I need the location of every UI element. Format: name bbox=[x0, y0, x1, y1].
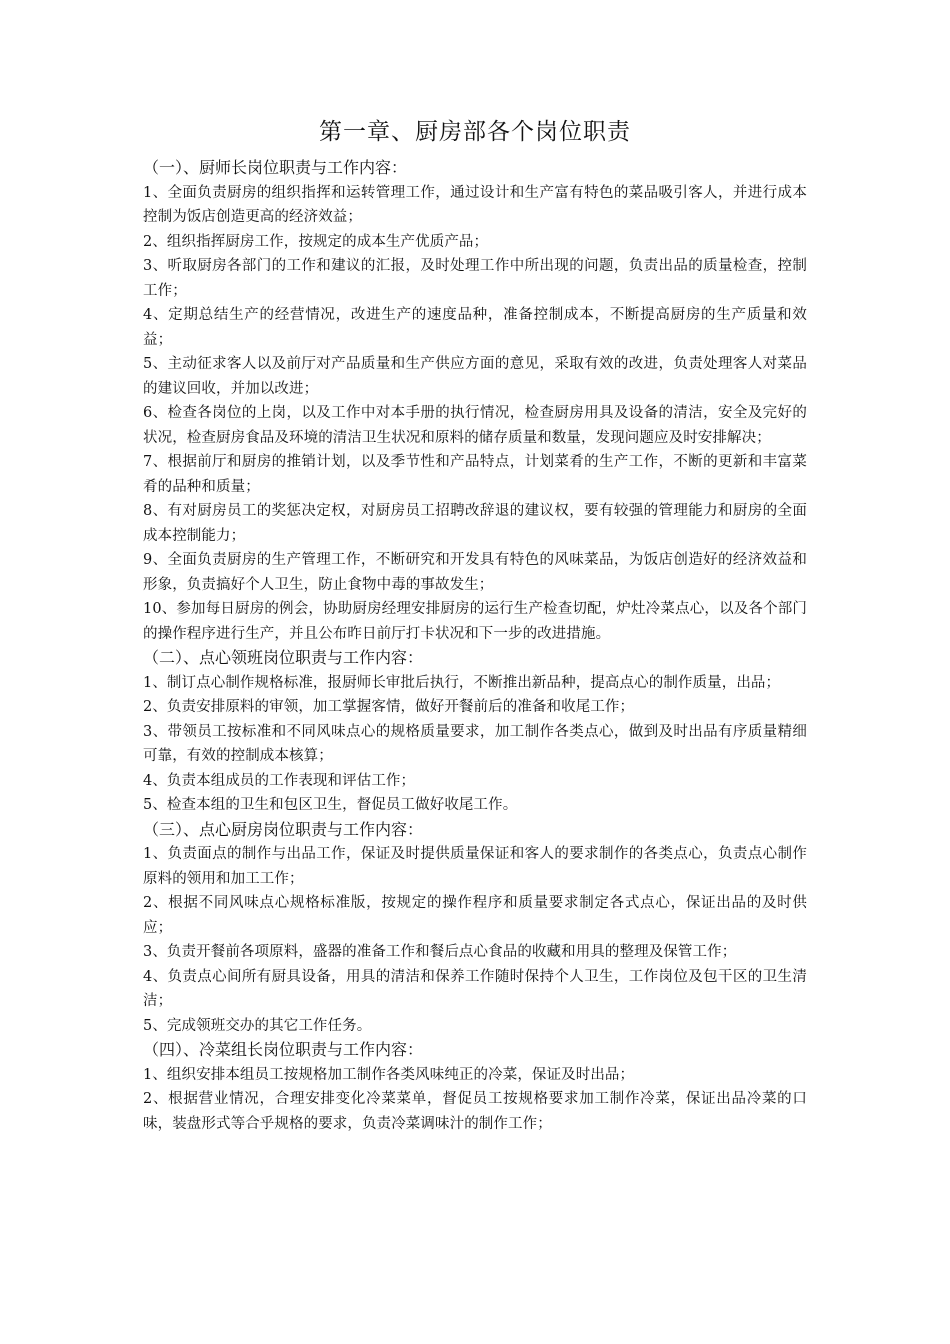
duty-item: 1、负责面点的制作与出品工作，保证及时提供质量保证和客人的要求制作的各类点心，负责点心制作原料的领用和加工工作； bbox=[143, 846, 807, 887]
duty-item: 1、组织安排本组员工按规格加工制作各类风味纯正的冷菜，保证及时出品； bbox=[143, 1066, 635, 1083]
duty-item: 2、负责安排原料的审领，加工掌握客情，做好开餐前后的准备和收尾工作； bbox=[143, 699, 635, 715]
duty-item: 5、主动征求客人以及前厅对产品质量和生产供应方面的意见，采取有效的改进，负责处理客人对菜品的建议回收，并加以改进； bbox=[143, 356, 807, 397]
duty-item: 1、制订点心制作规格标准，报厨师长审批后执行，不断推出新品种，提高点心的制作质量，出品； bbox=[143, 674, 781, 691]
duty-item: 5、完成领班交办的其它工作任务。 bbox=[143, 1017, 372, 1034]
duty-item: 7、根据前厅和厨房的推销计划，以及季节性和产品特点，计划菜肴的生产工作，不断的更新和丰富菜肴的品种和质量； bbox=[143, 454, 807, 495]
duty-item: 10、参加每日厨房的例会，协助厨房经理安排厨房的运行生产检查切配，炉灶冷菜点心，以及各个部门的操作程序进行生产，并且公布昨日前厅打卡状况和下一步的改进措施。 bbox=[143, 601, 807, 642]
duty-item: 9、全面负责厨房的生产管理工作，不断研究和开发具有特色的风味菜品，为饭店创造好的经济效益和形象，负责搞好个人卫生，防止食物中毒的事故发生； bbox=[143, 552, 807, 593]
duty-item: 8、有对厨房员工的奖惩决定权，对厨房员工招聘改辞退的建议权，要有较强的管理能力和厨房的全面成本控制能力； bbox=[143, 503, 807, 544]
duty-item: 1、全面负责厨房的组织指挥和运转管理工作，通过设计和生产富有特色的菜品吸引客人，并进行成本控制为饭店创造更高的经济效益； bbox=[143, 184, 807, 225]
duty-item: 3、负责开餐前各项原料，盛器的准备工作和餐后点心食品的收藏和用具的整理及保管工作； bbox=[143, 944, 737, 960]
section-heading: （二）、点心领班岗位职责与工作内容： bbox=[143, 648, 424, 667]
duty-item: 2、组织指挥厨房工作，按规定的成本生产优质产品； bbox=[143, 233, 489, 250]
section bbox=[143, 156, 807, 646]
duty-item: 3、带领员工按标准和不同风味点心的规格质量要求，加工制作各类点心，做到及时出品有序质量精细可靠，有效的控制成本核算； bbox=[143, 723, 807, 764]
duty-item: 4、负责点心间所有厨具设备，用具的清洁和保养工作随时保持个人卫生，工作岗位及包干区的卫生清洁； bbox=[143, 968, 807, 1009]
duty-item: 2、根据不同风味点心规格标准版，按规定的操作程序和质量要求制定各式点心，保证出品的及时供应； bbox=[143, 895, 807, 936]
document-page bbox=[143, 112, 807, 1136]
section-heading: （一）、厨师长岗位职责与工作内容： bbox=[143, 158, 408, 177]
duty-item: 4、定期总结生产的经营情况，改进生产的速度品种，准备控制成本，不断提高厨房的生产质量和效益； bbox=[143, 307, 807, 348]
page-title: 第一章、厨房部各个岗位职责 bbox=[319, 119, 631, 145]
section-heading: （三）、点心厨房岗位职责与工作内容： bbox=[143, 819, 424, 839]
duty-item: 3、听取厨房各部门的工作和建议的汇报，及时处理工作中所出现的问题，负责出品的质量检查，控制工作； bbox=[143, 258, 807, 299]
duty-item: 6、检查各岗位的上岗，以及工作中对本手册的执行情况，检查厨房用具及设备的清洁，安全及完好的状况，检查厨房食品及环境的清洁卫生状况和原料的储存质量和数量，发现问题应及时安排解决； bbox=[143, 405, 807, 446]
section bbox=[143, 1038, 807, 1136]
duty-item: 5、检查本组的卫生和包区卫生，督促员工做好收尾工作。 bbox=[143, 797, 518, 813]
duty-item: 2、根据营业情况，合理安排变化冷菜菜单，督促员工按规格要求加工制作冷菜，保证出品冷菜的口味，装盘形式等合乎规格的要求，负责冷菜调味汁的制作工作； bbox=[143, 1091, 807, 1132]
section-heading: （四）、冷菜组长岗位职责与工作内容： bbox=[143, 1040, 424, 1059]
sections-container bbox=[143, 156, 807, 1136]
section bbox=[143, 818, 807, 1039]
section bbox=[143, 646, 807, 818]
duty-item: 4、负责本组成员的工作表现和评估工作； bbox=[143, 772, 416, 789]
